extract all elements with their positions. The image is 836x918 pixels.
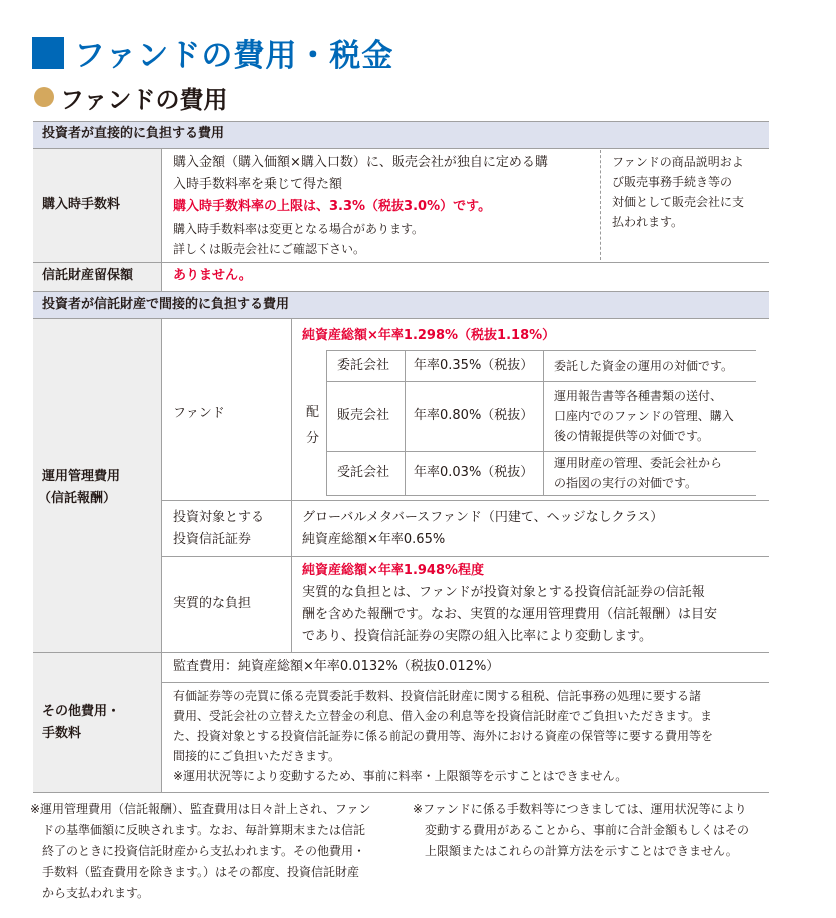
footnote-right: 変動する費用があることから、事前に合計金額もしくはその [425, 823, 750, 837]
allocation-party: 受託会社 [337, 465, 390, 480]
other-fees-note: ※運用状況等により変動するため、事前に料率・上限額等を示すことはできません。 [173, 769, 628, 783]
other-fees-label: その他費用・ [42, 704, 121, 719]
footnote-right: 上限額またはこれらの計算方法を示すことはできません。 [425, 844, 738, 858]
effective-burden-text: 実質的な負担とは、ファンドが投資対象とする投資信託証券の信託報 [302, 585, 705, 600]
other-fees-label: 手数料 [42, 726, 82, 741]
other-fees-text: 間接的にご負担いただきます。 [173, 749, 341, 763]
purchase-fee-note: 購入時手数料率は変更となる場合があります。 [173, 222, 425, 236]
purchase-fee-text: 入時手数料率を乗じて得た額 [173, 177, 343, 192]
effective-burden-label: 実質的な負担 [173, 596, 252, 611]
other-fees-text: 有価証券等の売買に係る売買委託手数料、投資信託財産に関する租税、信託事務の処理に要する諸 [173, 689, 702, 703]
purchase-fee-side-note: ファンドの商品説明およ [612, 155, 744, 169]
effective-burden-text: 酬を含めた報酬です。なお、実質的な運用管理費用（信託報酬）は目安 [302, 607, 717, 622]
page-title: ファンドの費用・税金 [74, 38, 394, 74]
section-subtitle: ファンドの費用 [60, 86, 228, 114]
footnote-left: から支払われます。 [42, 886, 150, 900]
footnote-left: 手数料（監査費用を除きます。）はその都度、投資信託財産 [42, 865, 360, 879]
direct-section-header: 投資者が直接的に負担する費用 [42, 126, 225, 141]
allocation-desc: の指図の実行の対価です。 [554, 476, 698, 490]
allocation-label: 配 [306, 405, 320, 420]
purchase-fee-side-note: び販売事務手続き等の [612, 175, 733, 189]
allocation-desc: 運用財産の管理、委託会社から [554, 456, 723, 470]
audit-fee: 監査費用：純資産総額×年率0.0132%（税抜0.012%） [173, 659, 500, 674]
target-fund-fee: 純資産総額×年率0.65% [302, 532, 446, 547]
fund-label: ファンド [173, 406, 225, 421]
title-square-icon [32, 37, 64, 69]
target-label: 投資対象とする [173, 510, 265, 525]
bullet-dot-icon [34, 87, 54, 107]
purchase-fee-cap: 購入時手数料率の上限は、3.3%（税抜3.0%）です。 [173, 199, 492, 214]
purchase-fee-side-note: 払われます。 [612, 215, 684, 229]
target-fund-name: グローバルメタバースファンド（円建て、ヘッジなしクラス） [302, 510, 664, 525]
indirect-section-header: 投資者が信託財産で間接的に負担する費用 [42, 297, 290, 312]
management-fee-label: （信託報酬） [38, 491, 117, 506]
target-label: 投資信託証券 [173, 532, 252, 547]
footnote-left: ※運用管理費用（信託報酬）、監査費用は日々計上され、ファン [30, 802, 371, 816]
allocation-desc: 運用報告書等各種書類の送付、 [554, 389, 723, 403]
reserve-value: ありません。 [173, 268, 252, 283]
fund-total-fee: 純資産総額×年率1.298%（税抜1.18%） [302, 328, 556, 343]
purchase-fee-label: 購入時手数料 [42, 197, 121, 212]
purchase-fee-text: 購入金額（購入価額×購入口数）に、販売会社が独自に定める購 [173, 155, 548, 170]
allocation-rate: 年率0.80%（税抜） [414, 408, 534, 423]
effective-burden-value: 純資産総額×年率1.948%程度 [302, 563, 485, 578]
allocation-desc: 口座内でのファンドの管理、購入 [554, 409, 734, 423]
effective-burden-text: であり、投資信託証券の実際の組入比率により変動します。 [302, 629, 652, 644]
allocation-rate: 年率0.35%（税抜） [414, 358, 534, 373]
footnote-left: 終了のときに投資信託財産から支払われます。その他費用・ [42, 844, 366, 858]
allocation-desc: 委託した資金の運用の対価です。 [554, 359, 734, 373]
allocation-rate: 年率0.03%（税抜） [414, 465, 534, 480]
allocation-label: 分 [306, 431, 320, 446]
reserve-label: 信託財産留保額 [42, 268, 134, 283]
purchase-fee-side-note: 対価として販売会社に支 [612, 195, 745, 209]
allocation-party: 販売会社 [337, 408, 390, 423]
other-fees-text: た、投資対象とする投資信託証券に係る前記の費用等、海外における資産の保管等に要する費用等を [173, 729, 714, 743]
management-fee-label: 運用管理費用 [42, 469, 121, 484]
allocation-party: 委託会社 [337, 358, 390, 373]
purchase-fee-note: 詳しくは販売会社にご確認下さい。 [173, 242, 366, 256]
footnote-right: ※ファンドに係る手数料等につきましては、運用状況等により [413, 802, 747, 816]
other-fees-text: 費用、受託会社の立替えた立替金の利息、借入金の利息等を投資信託財産でご負担いただきます。ま [173, 709, 713, 723]
footnote-left: ドの基準価額に反映されます。なお、毎計算期末または信託 [42, 823, 366, 837]
allocation-desc: 後の情報提供等の対価です。 [554, 429, 710, 443]
